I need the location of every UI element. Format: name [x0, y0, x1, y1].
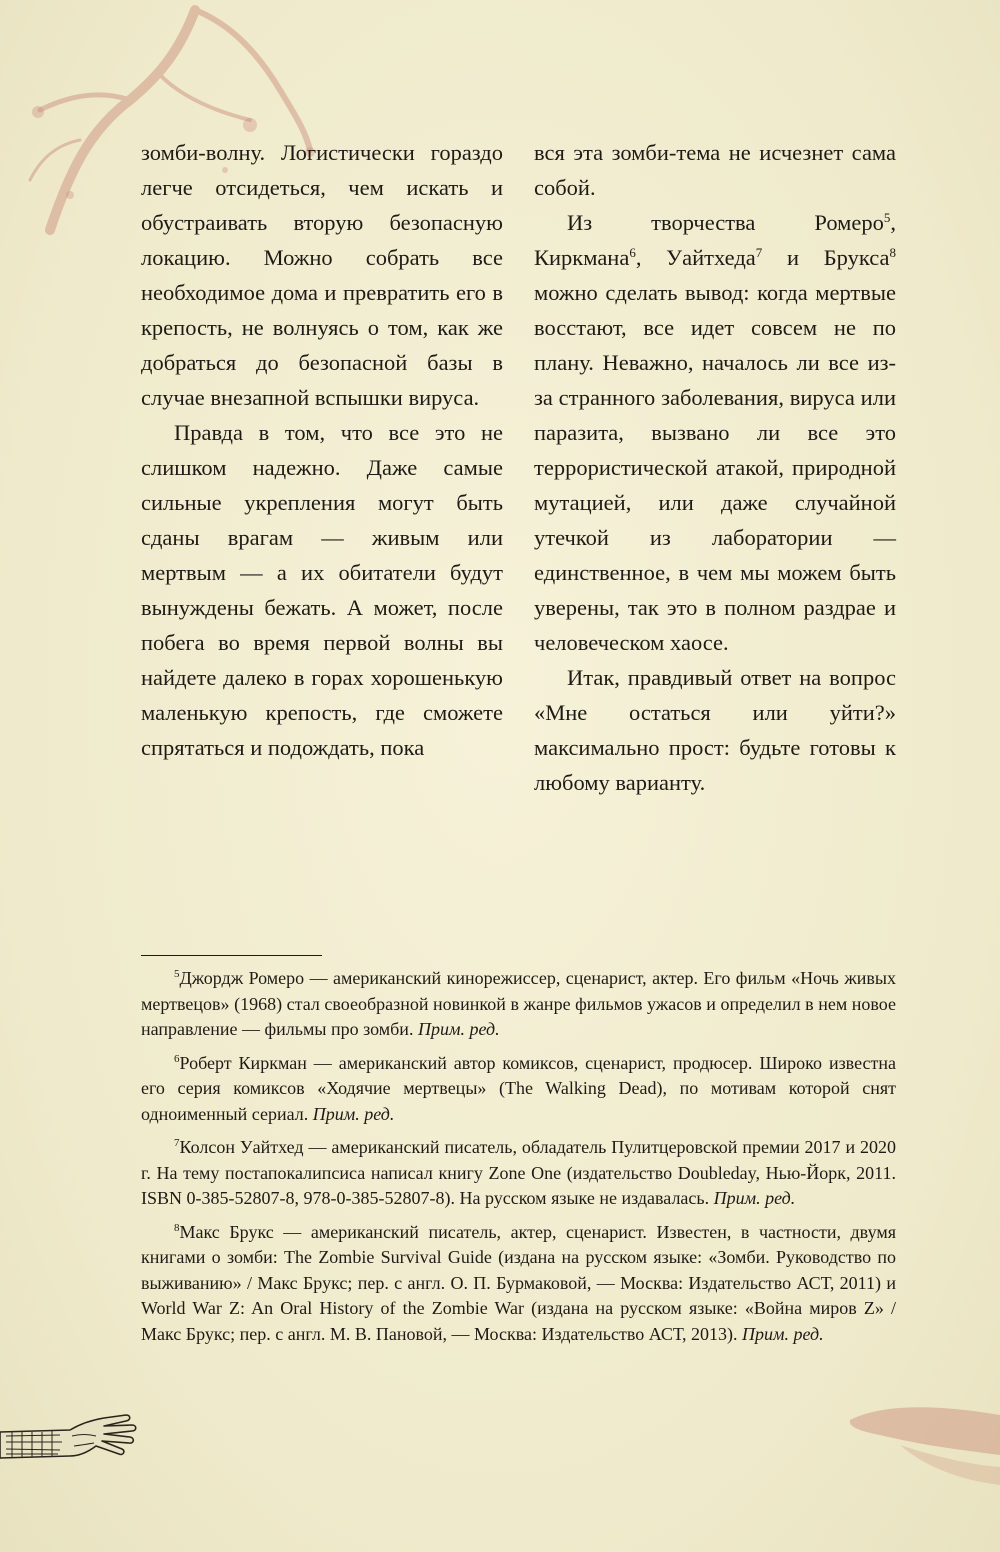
paragraph-text: , Уайтхеда [635, 245, 756, 270]
footnote-number: 5 [174, 968, 180, 980]
paragraph: Правда в том, что все это не слишком надежно. Даже самые сильные укрепления могут быть сданы врагам — живым или мертвым — а их обитатели будут вынуждены бежать. А может, после побега во время первой волны вы найдете далеко в горах хорошенькую маленькую крепость, где сможете спрятаться и подождать, пока [141, 420, 503, 760]
paragraph-text: можно сделать вывод: когда мертвые восстают, все идет совсем не по плану. Неважно, началось ли все из-за странного заболевания, вируса или паразита, вызвано ли все это террористической атакой, природной мутацией, или даже случайной утечкой из лаборатории — единственное, в чем мы можем быть уверены, так это в полном раздрае и человеческом хаосе. [534, 280, 896, 655]
footnote-5 [141, 966, 896, 1043]
footnote-ref-8: 8 [889, 245, 896, 260]
footnote-text: Джордж Ромеро — американский кинорежиссер, сценарист, актер. Его фильм «Ночь живых мертвецов» (1968) стал своеобразной новинкой в жанре фильмов ужасов и определил в нем новое направление — фильмы про зомби. [141, 968, 896, 1039]
paragraph: вся эта зомби-тема не исчезнет сама собой. [534, 140, 896, 200]
footnote-8 [141, 1220, 896, 1348]
footnote-ref-5: 5 [883, 210, 891, 225]
footnote-divider [141, 955, 322, 956]
paragraph [534, 205, 896, 660]
footnote-6 [141, 1051, 896, 1128]
footnote-text: Колсон Уайтхед — американский писатель, обладатель Пулитцеровской премии 2017 и 2020 г. На тему постапокалипсиса написал книгу Zone One (издательство Doubleday, Нью-Йорк, 2011. ISBN 0-385-52807-8, 978-0-385-52807-8). На русском языке не издавалась. [141, 1137, 896, 1208]
editor-note: Прим. ред. [713, 1188, 796, 1208]
footnote-number: 7 [174, 1137, 180, 1149]
editor-note: Прим. ред. [312, 1103, 395, 1124]
paragraph-text: и Брукса [762, 245, 890, 270]
editor-note: Прим. ред. [742, 1323, 824, 1344]
footnote-number: 6 [174, 1052, 180, 1065]
footnote-text: Роберт Киркман — американский автор комиксов, сценарист, продюсер. Широко известна его серия комиксов «Ходячие мертвецы» (The Walking Dead), по мотивам которой снят одноименный сериал. [141, 1052, 896, 1124]
right-column [534, 135, 896, 800]
footnote-ref-7: 7 [755, 245, 763, 260]
paragraph-text: , Киркмана [534, 210, 896, 270]
zombie-hand-icon [0, 1412, 140, 1472]
footnote-text: Макс Брукс — американский писатель, актер, сценарист. Известен, в частности, двумя книгами о зомби: The Zombie Survival Guide (издана на русском языке: «Зомби. Руководство по выживанию» / Макс Брукс; пер. с англ. О. П. Бурмаковой, — Москва: Издательство АСТ, 2011) и World War Z: An Oral History of the Zombie War (издана на русском языке: «Война миров Z» / Макс Брукс; пер. с англ. М. В. Пановой, — Москва: Издательство АСТ, 2013). [141, 1221, 896, 1344]
editor-note: Прим. ред. [417, 1019, 500, 1039]
footnote-number: 8 [174, 1221, 180, 1234]
paragraph: Итак, правдивый ответ на вопрос «Мне остаться или уйти?» максимально прост: будьте готовы к любому варианту. [534, 665, 896, 795]
paragraph-text: Из творчества Ромеро [567, 210, 884, 235]
paragraph: зомби-волну. Логистически гораздо легче отсидеться, чем искать и обустраивать вторую безопасную локацию. Можно собрать все необходимое дома и превратить его в крепость, не волнуясь о том, как же добраться до безопасной базы в случае внезапной вспышки вируса. [141, 140, 503, 410]
footnote-ref-6: 6 [629, 245, 636, 260]
blood-smear-icon [840, 1395, 1000, 1505]
footnotes [141, 966, 896, 1355]
footnote-7 [141, 1135, 896, 1212]
left-column [141, 135, 503, 765]
